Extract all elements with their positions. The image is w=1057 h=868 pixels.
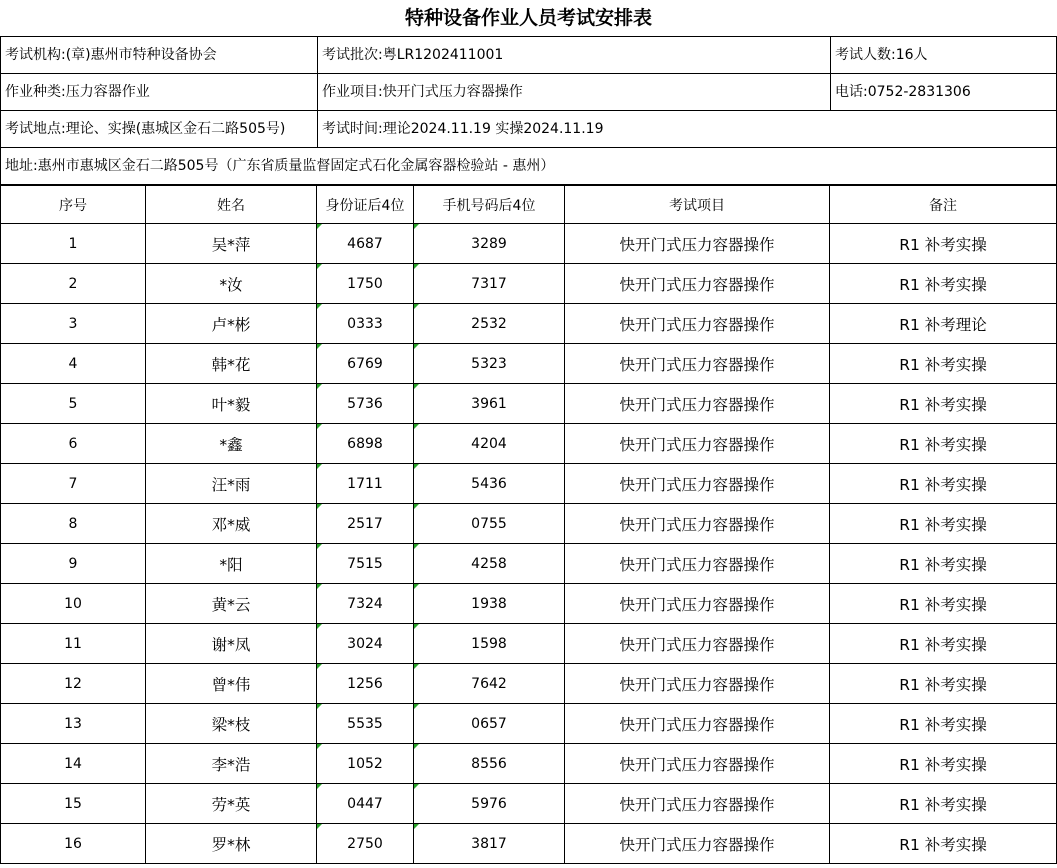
id-last4-cell: 7515 [317, 544, 414, 584]
info-row-2 [0, 74, 1057, 111]
phone-last4-cell: 0755 [414, 504, 565, 544]
exam-address: 地址:惠州市惠城区金石二路505号（广东省质量监督固定式石化金属容器检验站 - 惠州） [5, 158, 555, 174]
exam-project-cell: 快开门式压力容器操作 [565, 784, 830, 824]
id-last4-cell: 5535 [317, 704, 414, 744]
name-cell: 李*浩 [146, 744, 317, 784]
phone-last4-cell: 2532 [414, 304, 565, 344]
name-cell: *鑫 [146, 424, 317, 464]
phone-last4-cell: 7317 [414, 264, 565, 304]
header-exam-project: 考试项目 [565, 186, 830, 224]
seq-cell: 4 [1, 344, 146, 384]
sheet-title: 特种设备作业人员考试安排表 [0, 0, 1057, 37]
table-row [1, 744, 1057, 784]
id-last4-cell: 6769 [317, 344, 414, 384]
name-cell: 叶*毅 [146, 384, 317, 424]
id-last4-cell: 0333 [317, 304, 414, 344]
header-phone-last4: 手机号码后4位 [414, 186, 565, 224]
id-last4-cell: 1256 [317, 664, 414, 704]
exam-project-cell: 快开门式压力容器操作 [565, 504, 830, 544]
table-row [1, 264, 1057, 304]
table-row [1, 664, 1057, 704]
exam-project-cell: 快开门式压力容器操作 [565, 584, 830, 624]
phone-last4-cell: 4204 [414, 424, 565, 464]
phone-last4-cell: 7642 [414, 664, 565, 704]
work-category: 作业种类:压力容器作业 [5, 84, 150, 100]
phone-last4-cell: 3289 [414, 224, 565, 264]
table-header-row [1, 186, 1057, 224]
id-last4-cell: 3024 [317, 624, 414, 664]
info-row-3 [0, 111, 1057, 148]
exam-project-cell: 快开门式压力容器操作 [565, 744, 830, 784]
id-last4-cell: 1711 [317, 464, 414, 504]
phone-last4-cell: 5436 [414, 464, 565, 504]
remark-cell: R1 补考理论 [830, 304, 1057, 344]
header-id-last4: 身份证后4位 [317, 186, 414, 224]
table-row [1, 304, 1057, 344]
exam-project-cell: 快开门式压力容器操作 [565, 344, 830, 384]
exam-project-cell: 快开门式压力容器操作 [565, 304, 830, 344]
phone-last4-cell: 3961 [414, 384, 565, 424]
table-row [1, 464, 1057, 504]
seq-cell: 7 [1, 464, 146, 504]
table-row [1, 624, 1057, 664]
table-row [1, 704, 1057, 744]
id-last4-cell: 1052 [317, 744, 414, 784]
phone-last4-cell: 4258 [414, 544, 565, 584]
seq-cell: 6 [1, 424, 146, 464]
exam-project-cell: 快开门式压力容器操作 [565, 624, 830, 664]
remark-cell: R1 补考实操 [830, 384, 1057, 424]
exam-count: 考试人数:16人 [830, 37, 1056, 73]
remark-cell: R1 补考实操 [830, 344, 1057, 384]
phone-last4-cell: 3817 [414, 824, 565, 864]
name-cell: 劳*英 [146, 784, 317, 824]
seq-cell: 14 [1, 744, 146, 784]
table-row [1, 224, 1057, 264]
table-row [1, 384, 1057, 424]
id-last4-cell: 7324 [317, 584, 414, 624]
name-cell: *阳 [146, 544, 317, 584]
exam-project-cell: 快开门式压力容器操作 [565, 424, 830, 464]
exam-project-cell: 快开门式压力容器操作 [565, 224, 830, 264]
exam-time: 考试时间:理论2024.11.19 实操2024.11.19 [317, 111, 1056, 147]
header-remark: 备注 [830, 186, 1057, 224]
seq-cell: 13 [1, 704, 146, 744]
remark-cell: R1 补考实操 [830, 784, 1057, 824]
exam-project-cell: 快开门式压力容器操作 [565, 544, 830, 584]
remark-cell: R1 补考实操 [830, 704, 1057, 744]
name-cell: 罗*林 [146, 824, 317, 864]
seq-cell: 5 [1, 384, 146, 424]
name-cell: *汝 [146, 264, 317, 304]
id-last4-cell: 2517 [317, 504, 414, 544]
exam-location: 考试地点:理论、实操(惠城区金石二路505号) [5, 121, 286, 137]
table-row [1, 344, 1057, 384]
table-row [1, 504, 1057, 544]
id-last4-cell: 4687 [317, 224, 414, 264]
candidate-table [0, 185, 1057, 864]
phone-last4-cell: 5323 [414, 344, 565, 384]
seq-cell: 3 [1, 304, 146, 344]
name-cell: 黄*云 [146, 584, 317, 624]
seq-cell: 11 [1, 624, 146, 664]
name-cell: 梁*枝 [146, 704, 317, 744]
table-row [1, 824, 1057, 864]
name-cell: 邓*威 [146, 504, 317, 544]
remark-cell: R1 补考实操 [830, 224, 1057, 264]
exam-project-cell: 快开门式压力容器操作 [565, 664, 830, 704]
remark-cell: R1 补考实操 [830, 624, 1057, 664]
remark-cell: R1 补考实操 [830, 824, 1057, 864]
seq-cell: 15 [1, 784, 146, 824]
name-cell: 汪*雨 [146, 464, 317, 504]
id-last4-cell: 1750 [317, 264, 414, 304]
remark-cell: R1 补考实操 [830, 424, 1057, 464]
seq-cell: 8 [1, 504, 146, 544]
seq-cell: 9 [1, 544, 146, 584]
table-row [1, 784, 1057, 824]
name-cell: 卢*彬 [146, 304, 317, 344]
exam-project-cell: 快开门式压力容器操作 [565, 384, 830, 424]
exam-project-cell: 快开门式压力容器操作 [565, 824, 830, 864]
phone-last4-cell: 0657 [414, 704, 565, 744]
phone-last4-cell: 1938 [414, 584, 565, 624]
exam-batch: 考试批次:粤LR1202411001 [317, 37, 830, 73]
remark-cell: R1 补考实操 [830, 584, 1057, 624]
id-last4-cell: 2750 [317, 824, 414, 864]
id-last4-cell: 5736 [317, 384, 414, 424]
remark-cell: R1 补考实操 [830, 504, 1057, 544]
seq-cell: 2 [1, 264, 146, 304]
name-cell: 谢*凤 [146, 624, 317, 664]
phone-last4-cell: 1598 [414, 624, 565, 664]
exam-project-cell: 快开门式压力容器操作 [565, 704, 830, 744]
seq-cell: 16 [1, 824, 146, 864]
phone-last4-cell: 8556 [414, 744, 565, 784]
exam-project-cell: 快开门式压力容器操作 [565, 264, 830, 304]
exam-project-cell: 快开门式压力容器操作 [565, 464, 830, 504]
info-row-4 [0, 148, 1057, 185]
name-cell: 韩*花 [146, 344, 317, 384]
header-name: 姓名 [146, 186, 317, 224]
remark-cell: R1 补考实操 [830, 544, 1057, 584]
remark-cell: R1 补考实操 [830, 744, 1057, 784]
phone-last4-cell: 5976 [414, 784, 565, 824]
info-row-1 [0, 37, 1057, 74]
table-row [1, 584, 1057, 624]
id-last4-cell: 6898 [317, 424, 414, 464]
seq-cell: 10 [1, 584, 146, 624]
remark-cell: R1 补考实操 [830, 664, 1057, 704]
exam-org: 考试机构:(章)惠州市特种设备协会 [5, 47, 217, 63]
remark-cell: R1 补考实操 [830, 264, 1057, 304]
contact-phone: 电话:0752-2831306 [830, 74, 1056, 110]
work-project: 作业项目:快开门式压力容器操作 [317, 74, 830, 110]
name-cell: 吴*萍 [146, 224, 317, 264]
id-last4-cell: 0447 [317, 784, 414, 824]
table-row [1, 544, 1057, 584]
remark-cell: R1 补考实操 [830, 464, 1057, 504]
header-seq: 序号 [1, 186, 146, 224]
seq-cell: 1 [1, 224, 146, 264]
name-cell: 曾*伟 [146, 664, 317, 704]
table-row [1, 424, 1057, 464]
seq-cell: 12 [1, 664, 146, 704]
